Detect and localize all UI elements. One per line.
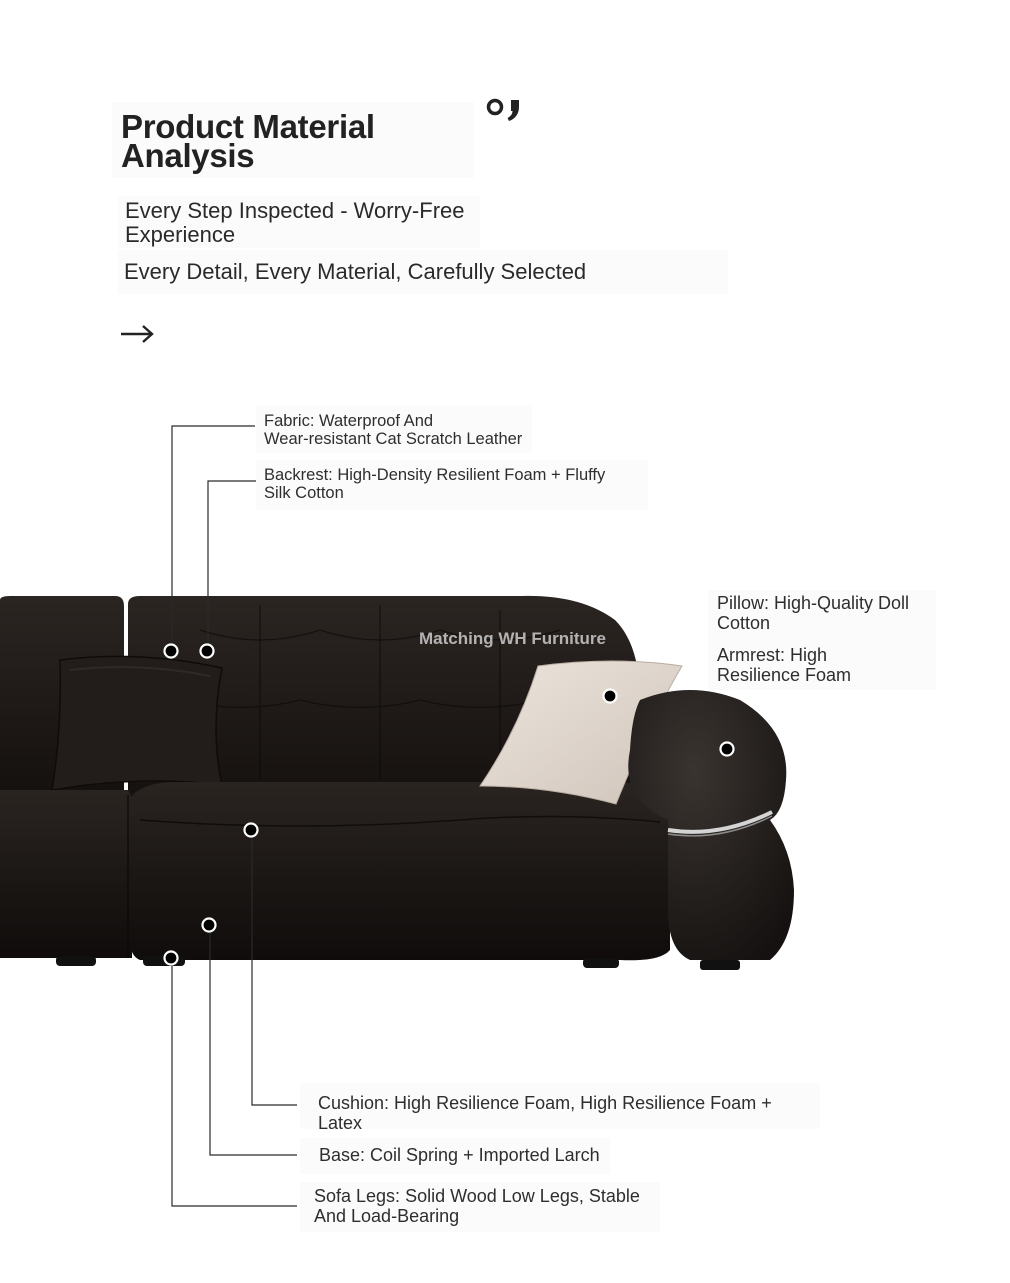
watermark-text: Matching WH Furniture	[419, 629, 606, 648]
callout-backrest-text: Backrest: High-Density Resilient Foam + Fluffy Silk Cotton	[264, 466, 606, 502]
page-title: Product Material Analysis	[121, 108, 375, 174]
subtitle-box-2	[118, 250, 728, 294]
subtitle-1: Every Step Inspected - Worry-Free Experience	[125, 198, 465, 247]
callout-legs-text: Sofa Legs: Solid Wood Low Legs, Stable And Load-Bearing	[314, 1186, 640, 1226]
callout-armrest-text: Armrest: High Resilience Foam	[717, 645, 852, 685]
callout-legs	[300, 1182, 660, 1232]
sofa-image	[0, 590, 800, 980]
callout-cushion	[300, 1083, 820, 1133]
callout-fabric-text: Fabric: Waterproof And Wear-resistant Cat Scratch Leather	[264, 412, 523, 448]
subtitle-box-1	[118, 196, 480, 248]
callout-cushion-text: Cushion: High Resilience Foam, High Resilience Foam + Latex	[318, 1093, 772, 1133]
callout-base	[300, 1138, 610, 1174]
quote-icon	[486, 92, 526, 126]
callout-backrest	[256, 460, 648, 510]
callout-pillow-text: Pillow: High-Quality Doll Cotton	[717, 593, 910, 633]
subtitle-2: Every Detail, Every Material, Carefully Selected	[124, 259, 587, 284]
callout-pillow-armrest	[708, 590, 936, 690]
title-box	[112, 102, 474, 178]
callout-base-text: Base: Coil Spring + Imported Larch	[319, 1145, 600, 1165]
arrow-right-icon	[118, 322, 158, 346]
callout-fabric	[256, 405, 532, 453]
